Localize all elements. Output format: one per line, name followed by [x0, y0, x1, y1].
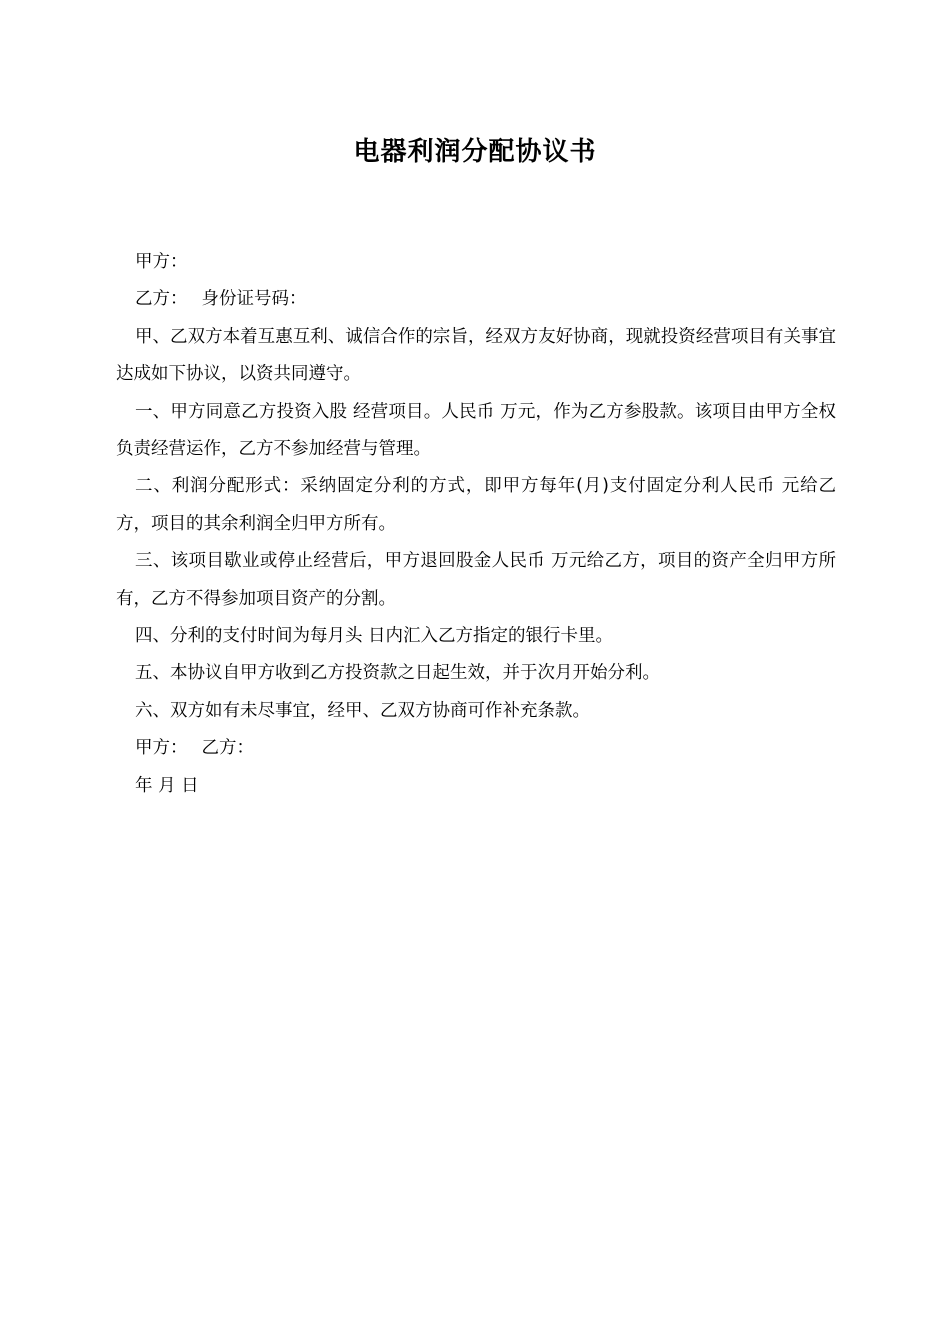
- clause-5: 五、本协议自甲方收到乙方投资款之日起生效，并于次月开始分利。: [135, 663, 660, 684]
- party-b-line: [116, 281, 836, 318]
- clause-6: 六、双方如有未尽事宜，经甲、乙双方协商可作补充条款。: [135, 700, 590, 721]
- party-a-line: [116, 244, 836, 281]
- document-body: [116, 244, 836, 805]
- document-title: 电器利润分配协议书: [353, 137, 597, 167]
- party-b-label: 乙方：: [135, 289, 188, 310]
- clause-4: 四、分利的支付时间为每月头 日内汇入乙方指定的银行卡里。: [135, 626, 614, 647]
- signature-party-a: 甲方：: [135, 738, 188, 759]
- clause-3: 三、该项目歇业或停止经营后，甲方退回股金人民币 万元给乙方，项目的资产全归甲方所有，乙方不得参加项目资产的分割。: [116, 551, 836, 609]
- party-a-label: 甲方：: [135, 252, 188, 272]
- signature-party-b: 乙方：: [201, 738, 254, 759]
- preamble-paragraph: 甲、乙双方本着互惠互利、诚信合作的宗旨，经双方友好协商，现就投资经营项目有关事宜达成如下协议，以资共同遵守。: [116, 326, 836, 385]
- date-line: 年 月 日: [135, 775, 199, 796]
- id-number-label: 身份证号码：: [201, 289, 307, 310]
- clause-2: 二、利润分配形式：采纳固定分利的方式，即甲方每年(月)支付固定分利人民币 元给乙方，项目的其余利润全归甲方所有。: [116, 476, 836, 534]
- clause-1: 一、甲方同意乙方投资入股 经营项目。人民币 万元，作为乙方参股款。该项目由甲方全权负责经营运作，乙方不参加经营与管理。: [116, 401, 836, 460]
- signature-line: [116, 730, 836, 767]
